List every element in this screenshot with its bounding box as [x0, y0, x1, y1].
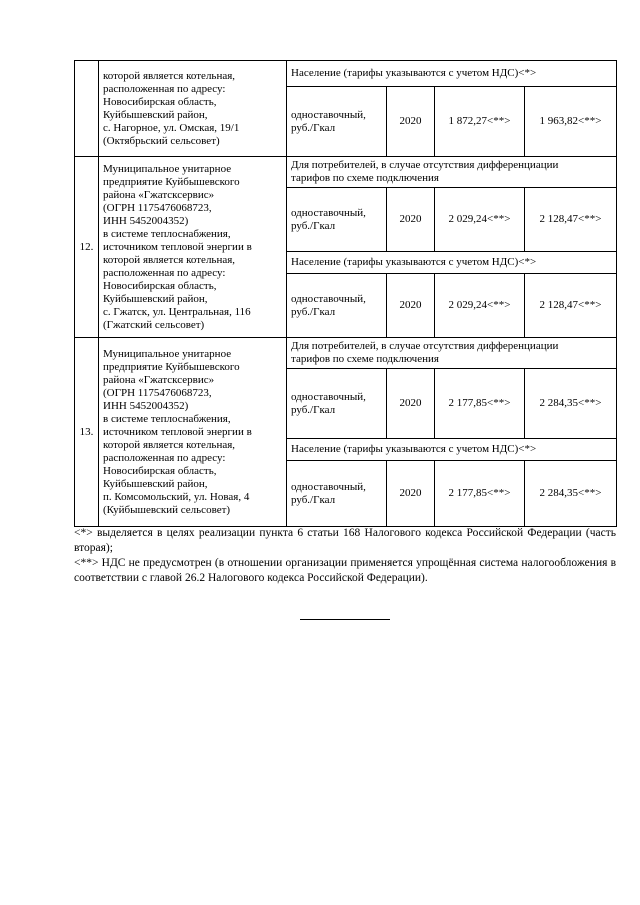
tariff-h2: 2 284,35<**>	[525, 369, 617, 439]
row-number	[75, 61, 99, 157]
tariff-h2: 1 963,82<**>	[525, 87, 617, 157]
organization-cell: Муниципальное унитарное предприятие Куйбышевского района «Гжатсксервис» (ОГРН 1175476068723, ИНН 5452004352) в системе теплоснабжения, источником тепловой энергии в которой является котельная, расположенная по адресу: Новосибирская область, Куйбышевский район, п. Комсомольский, ул. Новая, 4 (Куйбышевский сельсовет)	[99, 338, 287, 527]
tariff-type: одноставочный, руб./Гкал	[287, 87, 387, 157]
tariff-h2: 2 128,47<**>	[525, 188, 617, 252]
row-number: 13.	[75, 338, 99, 527]
tariff-type: одноставочный, руб./Гкал	[287, 274, 387, 338]
table-row	[75, 61, 617, 87]
tariff-table	[74, 60, 617, 527]
tariff-type: одноставочный, руб./Гкал	[287, 461, 387, 527]
table-row	[75, 157, 617, 188]
organization-cell: которой является котельная, расположенная по адресу: Новосибирская область, Куйбышевский район, с. Нагорное, ул. Омская, 19/1 (Октябрьский сельсовет)	[99, 61, 287, 157]
footnote-vat: <*> выделяется в целях реализации пункта 6 статьи 168 Налогового кодекса Российской Федерации (часть вторая);	[74, 527, 616, 554]
tariff-h1: 2 177,85<**>	[435, 369, 525, 439]
table-row	[75, 338, 617, 369]
tariff-h2: 2 284,35<**>	[525, 461, 617, 527]
tariff-h1: 2 029,24<**>	[435, 274, 525, 338]
row-number: 12.	[75, 157, 99, 338]
consumer-category: Для потребителей, в случае отсутствия дифференциации тарифов по схеме подключения	[287, 338, 617, 369]
consumer-category: Для потребителей, в случае отсутствия дифференциации тарифов по схеме подключения	[287, 157, 617, 188]
tariff-year: 2020	[387, 188, 435, 252]
tariff-type: одноставочный, руб./Гкал	[287, 369, 387, 439]
end-rule	[300, 619, 390, 620]
consumer-category: Население (тарифы указываются с учетом НДС)<*>	[287, 252, 617, 274]
tariff-h2: 2 128,47<**>	[525, 274, 617, 338]
tariff-year: 2020	[387, 369, 435, 439]
footnotes	[74, 526, 616, 586]
tariff-h1: 1 872,27<**>	[435, 87, 525, 157]
consumer-category: Население (тарифы указываются с учетом НДС)<*>	[287, 439, 617, 461]
organization-cell: Муниципальное унитарное предприятие Куйбышевского района «Гжатсксервис» (ОГРН 1175476068723, ИНН 5452004352) в системе теплоснабжения, источником тепловой энергии в которой является котельная, расположенная по адресу: Новосибирская область, Куйбышевский район, с. Гжатск, ул. Центральная, 116 (Гжатский сельсовет)	[99, 157, 287, 338]
tariff-year: 2020	[387, 87, 435, 157]
footnote-no-vat: <**> НДС не предусмотрен (в отношении организации применяется упрощённая система налогообложения в соответствии с главой 26.2 Налогового кодекса Российской Федерации).	[74, 557, 616, 584]
tariff-year: 2020	[387, 274, 435, 338]
consumer-category: Население (тарифы указываются с учетом НДС)<*>	[287, 61, 617, 87]
tariff-h1: 2 029,24<**>	[435, 188, 525, 252]
tariff-type: одноставочный, руб./Гкал	[287, 188, 387, 252]
tariff-h1: 2 177,85<**>	[435, 461, 525, 527]
tariff-year: 2020	[387, 461, 435, 527]
